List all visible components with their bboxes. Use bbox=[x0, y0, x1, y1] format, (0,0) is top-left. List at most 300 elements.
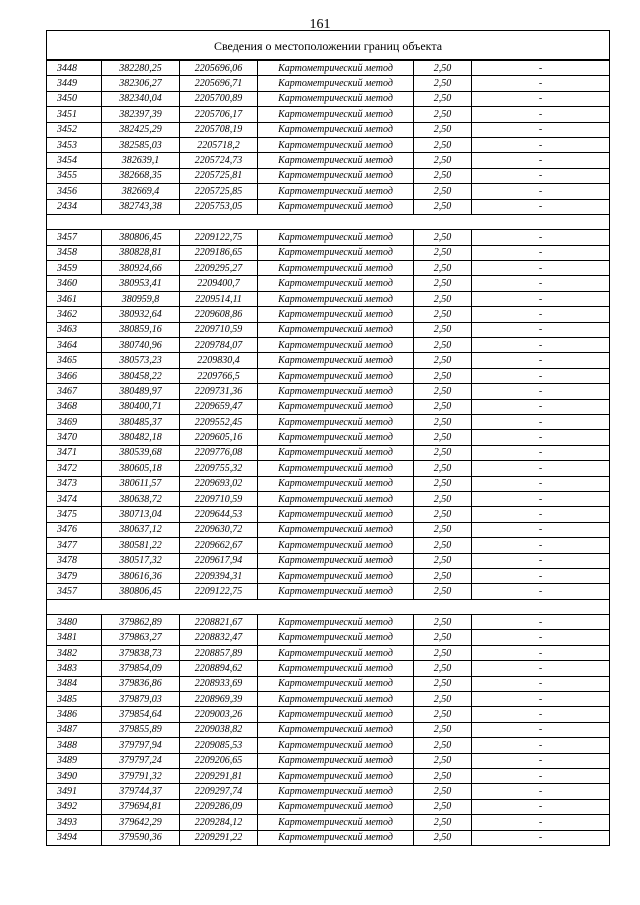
x-coordinate-cell: 379855,89 bbox=[102, 722, 180, 737]
table-row bbox=[47, 615, 610, 630]
accuracy-cell: 2,50 bbox=[414, 368, 472, 383]
y-coordinate-cell: 2209122,75 bbox=[180, 584, 258, 599]
y-coordinate-cell: 2205725,85 bbox=[180, 184, 258, 199]
accuracy-cell: 2,50 bbox=[414, 799, 472, 814]
method-cell: Картометрический метод bbox=[258, 322, 414, 337]
y-coordinate-cell: 2205753,05 bbox=[180, 199, 258, 214]
method-cell: Картометрический метод bbox=[258, 491, 414, 506]
y-coordinate-cell: 2209608,86 bbox=[180, 307, 258, 322]
accuracy-cell: 2,50 bbox=[414, 107, 472, 122]
x-coordinate-cell: 379836,86 bbox=[102, 676, 180, 691]
description-cell: - bbox=[472, 353, 610, 368]
method-cell: Картометрический метод bbox=[258, 61, 414, 76]
table-row bbox=[47, 461, 610, 476]
point-number-cell: 3485 bbox=[47, 692, 102, 707]
description-cell: - bbox=[472, 245, 610, 260]
description-cell: - bbox=[472, 476, 610, 491]
x-coordinate-cell: 380953,41 bbox=[102, 276, 180, 291]
point-number-cell: 3477 bbox=[47, 538, 102, 553]
method-cell: Картометрический метод bbox=[258, 568, 414, 583]
point-number-cell: 3482 bbox=[47, 645, 102, 660]
y-coordinate-cell: 2205696,71 bbox=[180, 76, 258, 91]
description-cell: - bbox=[472, 368, 610, 383]
accuracy-cell: 2,50 bbox=[414, 784, 472, 799]
y-coordinate-cell: 2205725,81 bbox=[180, 168, 258, 183]
description-cell: - bbox=[472, 784, 610, 799]
accuracy-cell: 2,50 bbox=[414, 199, 472, 214]
x-coordinate-cell: 379694,81 bbox=[102, 799, 180, 814]
x-coordinate-cell: 380573,23 bbox=[102, 353, 180, 368]
y-coordinate-cell: 2209617,94 bbox=[180, 553, 258, 568]
method-cell: Картометрический метод bbox=[258, 507, 414, 522]
description-cell: - bbox=[472, 122, 610, 137]
y-coordinate-cell: 2208933,69 bbox=[180, 676, 258, 691]
x-coordinate-cell: 380458,22 bbox=[102, 368, 180, 383]
table-row bbox=[47, 553, 610, 568]
description-cell: - bbox=[472, 799, 610, 814]
description-cell: - bbox=[472, 276, 610, 291]
table-row bbox=[47, 384, 610, 399]
x-coordinate-cell: 382306,27 bbox=[102, 76, 180, 91]
x-coordinate-cell: 380859,16 bbox=[102, 322, 180, 337]
x-coordinate-cell: 382669,4 bbox=[102, 184, 180, 199]
table-row bbox=[47, 568, 610, 583]
accuracy-cell: 2,50 bbox=[414, 461, 472, 476]
accuracy-cell: 2,50 bbox=[414, 414, 472, 429]
description-cell: - bbox=[472, 338, 610, 353]
accuracy-cell: 2,50 bbox=[414, 291, 472, 306]
method-cell: Картометрический метод bbox=[258, 107, 414, 122]
point-number-cell: 3471 bbox=[47, 445, 102, 460]
table-row bbox=[47, 799, 610, 814]
point-number-cell: 3472 bbox=[47, 461, 102, 476]
table-row bbox=[47, 199, 610, 214]
accuracy-cell: 2,50 bbox=[414, 353, 472, 368]
table-row bbox=[47, 137, 610, 152]
accuracy-cell: 2,50 bbox=[414, 522, 472, 537]
table-row bbox=[47, 768, 610, 783]
x-coordinate-cell: 379838,73 bbox=[102, 645, 180, 660]
accuracy-cell: 2,50 bbox=[414, 553, 472, 568]
method-cell: Картометрический метод bbox=[258, 553, 414, 568]
accuracy-cell: 2,50 bbox=[414, 645, 472, 660]
x-coordinate-cell: 380539,68 bbox=[102, 445, 180, 460]
y-coordinate-cell: 2209394,31 bbox=[180, 568, 258, 583]
y-coordinate-cell: 2209122,75 bbox=[180, 230, 258, 245]
x-coordinate-cell: 379590,36 bbox=[102, 830, 180, 845]
table-row bbox=[47, 645, 610, 660]
y-coordinate-cell: 2205724,73 bbox=[180, 153, 258, 168]
description-cell: - bbox=[472, 91, 610, 106]
accuracy-cell: 2,50 bbox=[414, 184, 472, 199]
y-coordinate-cell: 2209693,02 bbox=[180, 476, 258, 491]
method-cell: Картометрический метод bbox=[258, 307, 414, 322]
table-row bbox=[47, 338, 610, 353]
description-cell: - bbox=[472, 753, 610, 768]
method-cell: Картометрический метод bbox=[258, 91, 414, 106]
x-coordinate-cell: 380740,96 bbox=[102, 338, 180, 353]
page-number: 161 bbox=[309, 17, 331, 32]
method-cell: Картометрический метод bbox=[258, 245, 414, 260]
method-cell: Картометрический метод bbox=[258, 738, 414, 753]
accuracy-cell: 2,50 bbox=[414, 768, 472, 783]
description-cell: - bbox=[472, 414, 610, 429]
table-row bbox=[47, 261, 610, 276]
description-cell: - bbox=[472, 322, 610, 337]
x-coordinate-cell: 379797,24 bbox=[102, 753, 180, 768]
y-coordinate-cell: 2209710,59 bbox=[180, 491, 258, 506]
method-cell: Картометрический метод bbox=[258, 630, 414, 645]
method-cell: Картометрический метод bbox=[258, 461, 414, 476]
x-coordinate-cell: 379863,27 bbox=[102, 630, 180, 645]
x-coordinate-cell: 382639,1 bbox=[102, 153, 180, 168]
accuracy-cell: 2,50 bbox=[414, 276, 472, 291]
document-sheet bbox=[46, 30, 610, 846]
method-cell: Картометрический метод bbox=[258, 661, 414, 676]
point-number-cell: 3483 bbox=[47, 661, 102, 676]
x-coordinate-cell: 380517,32 bbox=[102, 553, 180, 568]
group-separator-row bbox=[47, 214, 610, 229]
accuracy-cell: 2,50 bbox=[414, 507, 472, 522]
x-coordinate-cell: 382280,25 bbox=[102, 61, 180, 76]
table-row bbox=[47, 476, 610, 491]
x-coordinate-cell: 380489,97 bbox=[102, 384, 180, 399]
point-number-cell: 3452 bbox=[47, 122, 102, 137]
description-cell: - bbox=[472, 199, 610, 214]
description-cell: - bbox=[472, 291, 610, 306]
method-cell: Картометрический метод bbox=[258, 830, 414, 845]
x-coordinate-cell: 379797,94 bbox=[102, 738, 180, 753]
table-row bbox=[47, 353, 610, 368]
x-coordinate-cell: 380713,04 bbox=[102, 507, 180, 522]
method-cell: Картометрический метод bbox=[258, 692, 414, 707]
accuracy-cell: 2,50 bbox=[414, 568, 472, 583]
accuracy-cell: 2,50 bbox=[414, 261, 472, 276]
point-number-cell: 3457 bbox=[47, 584, 102, 599]
accuracy-cell: 2,50 bbox=[414, 322, 472, 337]
point-number-cell: 3462 bbox=[47, 307, 102, 322]
method-cell: Картометрический метод bbox=[258, 430, 414, 445]
point-number-cell: 3459 bbox=[47, 261, 102, 276]
description-cell: - bbox=[472, 399, 610, 414]
y-coordinate-cell: 2209710,59 bbox=[180, 322, 258, 337]
method-cell: Картометрический метод bbox=[258, 338, 414, 353]
x-coordinate-cell: 380924,66 bbox=[102, 261, 180, 276]
y-coordinate-cell: 2209085,53 bbox=[180, 738, 258, 753]
y-coordinate-cell: 2209662,67 bbox=[180, 538, 258, 553]
y-coordinate-cell: 2209755,32 bbox=[180, 461, 258, 476]
method-cell: Картометрический метод bbox=[258, 476, 414, 491]
method-cell: Картометрический метод bbox=[258, 384, 414, 399]
y-coordinate-cell: 2209297,74 bbox=[180, 784, 258, 799]
description-cell: - bbox=[472, 630, 610, 645]
y-coordinate-cell: 2209284,12 bbox=[180, 815, 258, 830]
coordinates-table-body bbox=[47, 61, 610, 846]
description-cell: - bbox=[472, 768, 610, 783]
y-coordinate-cell: 2205696,06 bbox=[180, 61, 258, 76]
point-number-cell: 3460 bbox=[47, 276, 102, 291]
accuracy-cell: 2,50 bbox=[414, 430, 472, 445]
method-cell: Картометрический метод bbox=[258, 353, 414, 368]
method-cell: Картометрический метод bbox=[258, 276, 414, 291]
y-coordinate-cell: 2208821,67 bbox=[180, 615, 258, 630]
accuracy-cell: 2,50 bbox=[414, 707, 472, 722]
table-row bbox=[47, 753, 610, 768]
table-row bbox=[47, 230, 610, 245]
method-cell: Картометрический метод bbox=[258, 768, 414, 783]
x-coordinate-cell: 382668,35 bbox=[102, 168, 180, 183]
accuracy-cell: 2,50 bbox=[414, 753, 472, 768]
point-number-cell: 3478 bbox=[47, 553, 102, 568]
y-coordinate-cell: 2209766,5 bbox=[180, 368, 258, 383]
method-cell: Картометрический метод bbox=[258, 645, 414, 660]
accuracy-cell: 2,50 bbox=[414, 584, 472, 599]
x-coordinate-cell: 382397,39 bbox=[102, 107, 180, 122]
table-row bbox=[47, 630, 610, 645]
point-number-cell: 3492 bbox=[47, 799, 102, 814]
y-coordinate-cell: 2205718,2 bbox=[180, 137, 258, 152]
description-cell: - bbox=[472, 522, 610, 537]
method-cell: Картометрический метод bbox=[258, 368, 414, 383]
point-number-cell: 3466 bbox=[47, 368, 102, 383]
description-cell: - bbox=[472, 76, 610, 91]
method-cell: Картометрический метод bbox=[258, 538, 414, 553]
table-row bbox=[47, 107, 610, 122]
accuracy-cell: 2,50 bbox=[414, 692, 472, 707]
x-coordinate-cell: 380806,45 bbox=[102, 584, 180, 599]
point-number-cell: 3475 bbox=[47, 507, 102, 522]
point-number-cell: 3468 bbox=[47, 399, 102, 414]
description-cell: - bbox=[472, 430, 610, 445]
description-cell: - bbox=[472, 553, 610, 568]
accuracy-cell: 2,50 bbox=[414, 538, 472, 553]
group-separator bbox=[47, 599, 610, 614]
point-number-cell: 3450 bbox=[47, 91, 102, 106]
description-cell: - bbox=[472, 261, 610, 276]
table-row bbox=[47, 276, 610, 291]
accuracy-cell: 2,50 bbox=[414, 153, 472, 168]
method-cell: Картометрический метод bbox=[258, 784, 414, 799]
description-cell: - bbox=[472, 584, 610, 599]
table-row bbox=[47, 661, 610, 676]
description-cell: - bbox=[472, 707, 610, 722]
accuracy-cell: 2,50 bbox=[414, 491, 472, 506]
accuracy-cell: 2,50 bbox=[414, 307, 472, 322]
x-coordinate-cell: 380806,45 bbox=[102, 230, 180, 245]
x-coordinate-cell: 382340,04 bbox=[102, 91, 180, 106]
description-cell: - bbox=[472, 107, 610, 122]
method-cell: Картометрический метод bbox=[258, 584, 414, 599]
method-cell: Картометрический метод bbox=[258, 153, 414, 168]
table-row bbox=[47, 738, 610, 753]
accuracy-cell: 2,50 bbox=[414, 830, 472, 845]
point-number-cell: 3491 bbox=[47, 784, 102, 799]
accuracy-cell: 2,50 bbox=[414, 91, 472, 106]
group-separator-row bbox=[47, 599, 610, 614]
description-cell: - bbox=[472, 676, 610, 691]
description-cell: - bbox=[472, 384, 610, 399]
point-number-cell: 3455 bbox=[47, 168, 102, 183]
x-coordinate-cell: 380482,18 bbox=[102, 430, 180, 445]
point-number-cell: 3451 bbox=[47, 107, 102, 122]
accuracy-cell: 2,50 bbox=[414, 76, 472, 91]
point-number-cell: 3448 bbox=[47, 61, 102, 76]
accuracy-cell: 2,50 bbox=[414, 399, 472, 414]
point-number-cell: 3465 bbox=[47, 353, 102, 368]
point-number-cell: 3476 bbox=[47, 522, 102, 537]
y-coordinate-cell: 2209731,36 bbox=[180, 384, 258, 399]
table-row bbox=[47, 122, 610, 137]
table-row bbox=[47, 153, 610, 168]
y-coordinate-cell: 2208857,89 bbox=[180, 645, 258, 660]
description-cell: - bbox=[472, 815, 610, 830]
y-coordinate-cell: 2209605,16 bbox=[180, 430, 258, 445]
point-number-cell: 3486 bbox=[47, 707, 102, 722]
point-number-cell: 3463 bbox=[47, 322, 102, 337]
point-number-cell: 3488 bbox=[47, 738, 102, 753]
point-number-cell: 3464 bbox=[47, 338, 102, 353]
accuracy-cell: 2,50 bbox=[414, 137, 472, 152]
point-number-cell: 3493 bbox=[47, 815, 102, 830]
method-cell: Картометрический метод bbox=[258, 615, 414, 630]
y-coordinate-cell: 2205708,19 bbox=[180, 122, 258, 137]
method-cell: Картометрический метод bbox=[258, 137, 414, 152]
method-cell: Картометрический метод bbox=[258, 522, 414, 537]
accuracy-cell: 2,50 bbox=[414, 338, 472, 353]
point-number-cell: 3457 bbox=[47, 230, 102, 245]
accuracy-cell: 2,50 bbox=[414, 738, 472, 753]
description-cell: - bbox=[472, 615, 610, 630]
table-row bbox=[47, 538, 610, 553]
y-coordinate-cell: 2208894,62 bbox=[180, 661, 258, 676]
method-cell: Картометрический метод bbox=[258, 676, 414, 691]
point-number-cell: 3480 bbox=[47, 615, 102, 630]
table-row bbox=[47, 245, 610, 260]
x-coordinate-cell: 382425,29 bbox=[102, 122, 180, 137]
method-cell: Картометрический метод bbox=[258, 261, 414, 276]
x-coordinate-cell: 380932,64 bbox=[102, 307, 180, 322]
table-row bbox=[47, 707, 610, 722]
description-cell: - bbox=[472, 153, 610, 168]
y-coordinate-cell: 2205700,89 bbox=[180, 91, 258, 106]
point-number-cell: 3474 bbox=[47, 491, 102, 506]
method-cell: Картометрический метод bbox=[258, 414, 414, 429]
y-coordinate-cell: 2209630,72 bbox=[180, 522, 258, 537]
point-number-cell: 3458 bbox=[47, 245, 102, 260]
accuracy-cell: 2,50 bbox=[414, 815, 472, 830]
description-cell: - bbox=[472, 661, 610, 676]
boundary-coordinates-table bbox=[46, 60, 610, 846]
method-cell: Картометрический метод bbox=[258, 722, 414, 737]
description-cell: - bbox=[472, 307, 610, 322]
accuracy-cell: 2,50 bbox=[414, 445, 472, 460]
y-coordinate-cell: 2209644,53 bbox=[180, 507, 258, 522]
table-row bbox=[47, 61, 610, 76]
table-row bbox=[47, 507, 610, 522]
description-cell: - bbox=[472, 738, 610, 753]
x-coordinate-cell: 379744,37 bbox=[102, 784, 180, 799]
point-number-cell: 2434 bbox=[47, 199, 102, 214]
description-cell: - bbox=[472, 692, 610, 707]
table-row bbox=[47, 399, 610, 414]
y-coordinate-cell: 2209291,22 bbox=[180, 830, 258, 845]
x-coordinate-cell: 379791,32 bbox=[102, 768, 180, 783]
y-coordinate-cell: 2209038,82 bbox=[180, 722, 258, 737]
method-cell: Картометрический метод bbox=[258, 799, 414, 814]
x-coordinate-cell: 380611,57 bbox=[102, 476, 180, 491]
y-coordinate-cell: 2209784,07 bbox=[180, 338, 258, 353]
description-cell: - bbox=[472, 137, 610, 152]
y-coordinate-cell: 2209295,27 bbox=[180, 261, 258, 276]
table-row bbox=[47, 168, 610, 183]
x-coordinate-cell: 379642,29 bbox=[102, 815, 180, 830]
table-row bbox=[47, 184, 610, 199]
description-cell: - bbox=[472, 568, 610, 583]
y-coordinate-cell: 2208832,47 bbox=[180, 630, 258, 645]
point-number-cell: 3473 bbox=[47, 476, 102, 491]
x-coordinate-cell: 379862,89 bbox=[102, 615, 180, 630]
x-coordinate-cell: 380400,71 bbox=[102, 399, 180, 414]
table-row bbox=[47, 76, 610, 91]
accuracy-cell: 2,50 bbox=[414, 676, 472, 691]
group-separator bbox=[47, 214, 610, 229]
point-number-cell: 3470 bbox=[47, 430, 102, 445]
table-row bbox=[47, 307, 610, 322]
method-cell: Картометрический метод bbox=[258, 168, 414, 183]
point-number-cell: 3456 bbox=[47, 184, 102, 199]
method-cell: Картометрический метод bbox=[258, 122, 414, 137]
y-coordinate-cell: 2209514,11 bbox=[180, 291, 258, 306]
y-coordinate-cell: 2208969,39 bbox=[180, 692, 258, 707]
table-row bbox=[47, 445, 610, 460]
point-number-cell: 3479 bbox=[47, 568, 102, 583]
y-coordinate-cell: 2209830,4 bbox=[180, 353, 258, 368]
method-cell: Картометрический метод bbox=[258, 707, 414, 722]
x-coordinate-cell: 380637,12 bbox=[102, 522, 180, 537]
table-row bbox=[47, 414, 610, 429]
point-number-cell: 3494 bbox=[47, 830, 102, 845]
description-cell: - bbox=[472, 61, 610, 76]
point-number-cell: 3487 bbox=[47, 722, 102, 737]
x-coordinate-cell: 380638,72 bbox=[102, 491, 180, 506]
y-coordinate-cell: 2205706,17 bbox=[180, 107, 258, 122]
accuracy-cell: 2,50 bbox=[414, 230, 472, 245]
method-cell: Картометрический метод bbox=[258, 399, 414, 414]
accuracy-cell: 2,50 bbox=[414, 661, 472, 676]
accuracy-cell: 2,50 bbox=[414, 722, 472, 737]
table-row bbox=[47, 522, 610, 537]
description-cell: - bbox=[472, 461, 610, 476]
accuracy-cell: 2,50 bbox=[414, 168, 472, 183]
description-cell: - bbox=[472, 445, 610, 460]
x-coordinate-cell: 379854,09 bbox=[102, 661, 180, 676]
y-coordinate-cell: 2209552,45 bbox=[180, 414, 258, 429]
x-coordinate-cell: 380485,37 bbox=[102, 414, 180, 429]
point-number-cell: 3467 bbox=[47, 384, 102, 399]
description-cell: - bbox=[472, 830, 610, 845]
accuracy-cell: 2,50 bbox=[414, 615, 472, 630]
y-coordinate-cell: 2209659,47 bbox=[180, 399, 258, 414]
table-row bbox=[47, 491, 610, 506]
point-number-cell: 3454 bbox=[47, 153, 102, 168]
point-number-cell: 3453 bbox=[47, 137, 102, 152]
description-cell: - bbox=[472, 722, 610, 737]
y-coordinate-cell: 2209206,65 bbox=[180, 753, 258, 768]
x-coordinate-cell: 380828,81 bbox=[102, 245, 180, 260]
method-cell: Картометрический метод bbox=[258, 199, 414, 214]
accuracy-cell: 2,50 bbox=[414, 61, 472, 76]
point-number-cell: 3449 bbox=[47, 76, 102, 91]
